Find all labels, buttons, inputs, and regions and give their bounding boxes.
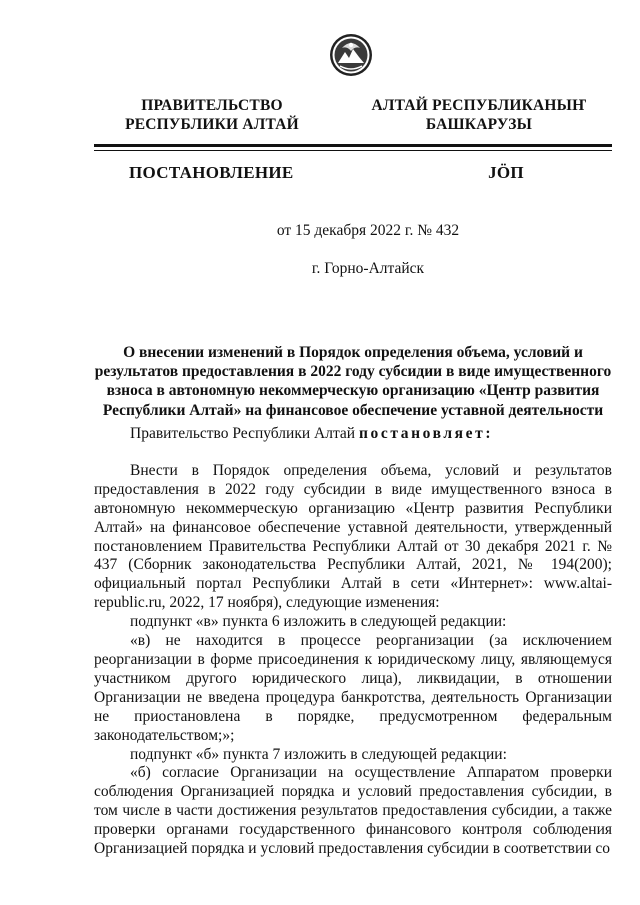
document-city: г. Горно-Алтайск — [311, 260, 425, 277]
government-name-line1: ПРАВИТЕЛЬСТВО — [141, 97, 283, 114]
government-name-line2: РЕСПУБЛИКИ АЛТАЙ — [125, 116, 299, 133]
government-name-altai-line1: АЛТАЙ РЕСПУБЛИКАНЫҤ — [371, 97, 587, 114]
paragraph-4: подпункт «б» пункта 7 изложить в следующей редакции: — [130, 745, 507, 763]
decree-word: постановляет: — [358, 425, 494, 442]
document-body — [94, 425, 612, 859]
document-date-number: от 15 декабря 2022 г. № 432 — [276, 222, 460, 239]
paragraph-2: подпункт «в» пункта 6 изложить в следующей редакции: — [130, 613, 507, 631]
header-divider-thin — [94, 150, 612, 151]
document-title: О внесении изменений в Порядок определения объема, условий и результатов предоставления в 2022 году субсидии в виде имущественного взноса в автономную некоммерческую организацию «Центр развития Республики Алтай» на финансовое обеспечение уставной деятельности — [94, 344, 612, 419]
header-divider-thick — [94, 144, 612, 147]
paragraph-5: «б) согласие Организации на осуществление Аппаратом проверки соблюдения Организацией порядка и условий предоставления субсидии, в том числе в части достижения результатов предоставления субсидии, а также проверки органами государственного финансового контроля соблюдения Организацией порядка и условий предоставления субсидии в соответствии со — [94, 764, 612, 858]
decree-prefix: Правительство Республики Алтай — [130, 425, 359, 442]
government-name-russian — [100, 96, 324, 134]
altai-republic-emblem-icon — [329, 32, 373, 78]
decree-statement — [94, 425, 612, 444]
government-name-altai — [367, 96, 591, 134]
paragraph-1: Внести в Порядок определения объема, условий и результатов предоставления в 2022 году субсидии в виде имущественного взноса в автономную некоммерческую организацию «Центр развития Республики Алтай» на финансовое обеспечение уставной деятельности, утвержденный постановлением Правительства Республики Алтай от 30 декабря 2021 г. № 437 (Сборник законодательства Республики Алтай, 2021, № 194(200); официальный портал Республики Алтай в сети «Интернет»: www.altai-republic.ru, 2022, 17 ноября), следующие изменения: — [94, 461, 612, 612]
government-name-altai-line2: БАШКАРУЗЫ — [425, 116, 533, 133]
document-type-russian: ПОСТАНОВЛЕНИЕ — [129, 163, 294, 182]
paragraph-3: «в) не находится в процессе реорганизации (за исключением реорганизации в форме присоединения к юридическому лицу, являющемуся участником другого юридического лица), ликвидации, в отношении Организации не введена процедура банкротства, деятельность Организации не приостановлена в порядке, предусмотренном федеральным законодательством;»; — [94, 632, 612, 744]
document-type-altai: JӦП — [488, 163, 524, 182]
